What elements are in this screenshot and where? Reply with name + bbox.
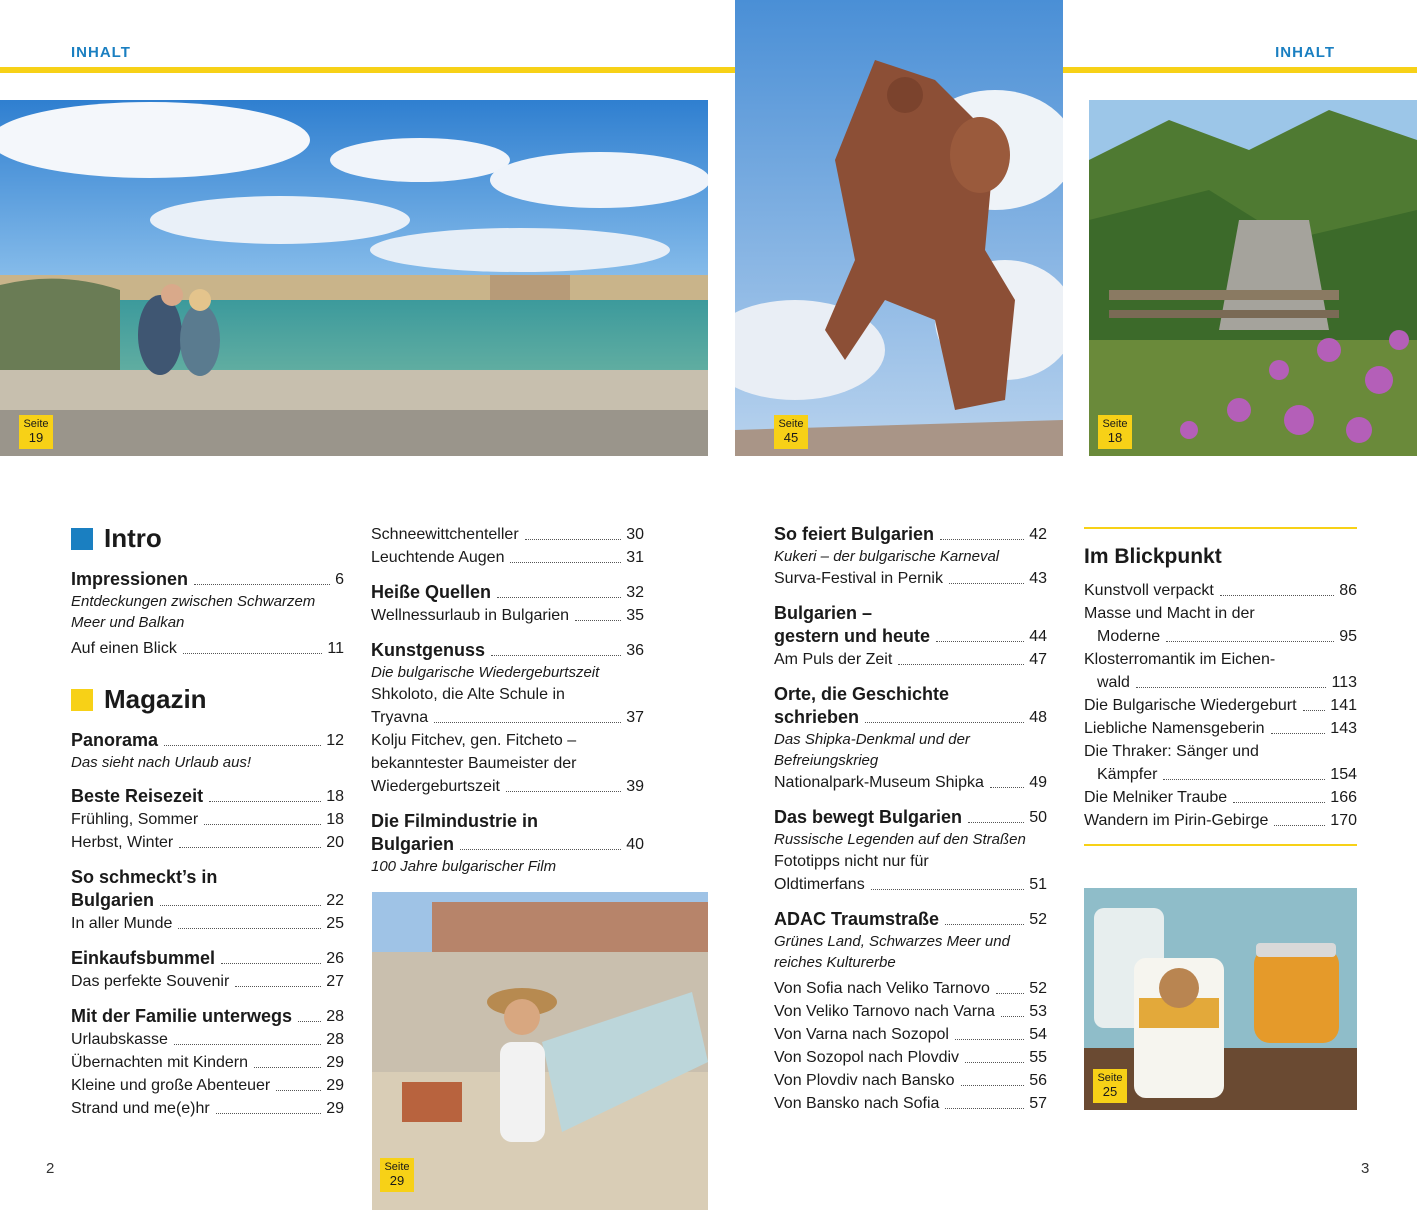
- entry-page: 53: [1029, 1003, 1047, 1020]
- entry-title: Bulgarien: [371, 834, 455, 854]
- toc-column-1: [71, 523, 344, 1120]
- entry-title: Oldtimerfans: [774, 876, 865, 893]
- entry-page: 50: [1029, 809, 1047, 826]
- entry-page: 141: [1330, 697, 1357, 714]
- entry-page: 113: [1331, 674, 1357, 691]
- entry-title: Übernachten mit Kindern: [71, 1054, 248, 1071]
- badge-page: 18: [1107, 430, 1123, 445]
- entry-subtitle: Entdeckungen zwischen Schwarzem Meer und Balkan: [71, 593, 316, 631]
- entry-title: Wiedergeburtszeit: [371, 778, 500, 795]
- entry-title: Kleine und große Abenteuer: [71, 1077, 271, 1094]
- entry-title: wald: [1097, 674, 1130, 691]
- toc-entry[interactable]: [1084, 786, 1357, 809]
- header-inhalt-left: INHALT: [71, 44, 131, 61]
- entry-title: Leuchtende Augen: [371, 549, 505, 566]
- toc-entry[interactable]: [1084, 625, 1357, 648]
- entry-title: So schmeckt’s in: [71, 867, 218, 887]
- section-intro: [71, 523, 344, 554]
- toc-entry[interactable]: [1084, 579, 1357, 602]
- entry-page: 44: [1029, 628, 1047, 645]
- toc-entry[interactable]: [371, 523, 644, 546]
- entry-page: 154: [1330, 766, 1357, 783]
- entry-page: 51: [1029, 876, 1047, 893]
- toc-entry[interactable]: [71, 1097, 344, 1120]
- toc-entry[interactable]: [1084, 671, 1357, 694]
- entry-title: Shkoloto, die Alte Schule in: [371, 686, 565, 703]
- entry-title: Von Bansko nach Sofia: [774, 1095, 940, 1112]
- badge-label: Seite: [384, 1161, 410, 1173]
- entry-title: schrieben: [774, 707, 860, 727]
- entry-title: Das bewegt Bulgarien: [774, 807, 963, 827]
- entry-title: Moderne: [1097, 628, 1161, 645]
- toc-entry[interactable]: [71, 1051, 344, 1074]
- entry-page: 37: [626, 709, 644, 726]
- toc-entry[interactable]: [71, 831, 344, 854]
- entry-title: Einkaufsbummel: [71, 948, 216, 968]
- toc-column-4: [1084, 527, 1357, 846]
- page-badge-25[interactable]: [1093, 1069, 1127, 1103]
- statue-photo: [735, 0, 1063, 456]
- entry-title: Heiße Quellen: [371, 582, 492, 602]
- entry-title: Von Varna nach Sozopol: [774, 1026, 949, 1043]
- entry-page: 47: [1029, 651, 1047, 668]
- entry-title: Tryavna: [371, 709, 429, 726]
- entry-page: 40: [626, 836, 644, 853]
- toc-entry[interactable]: [71, 889, 344, 912]
- badge-label: Seite: [1097, 1072, 1123, 1084]
- section-heading: Im Blickpunkt: [1084, 545, 1222, 568]
- entry-subtitle: Die bulgarische Wiedergeburtszeit: [371, 664, 600, 681]
- toc-entry[interactable]: [371, 604, 644, 627]
- toc-entry[interactable]: [1084, 694, 1357, 717]
- toc-entry[interactable]: [371, 581, 644, 604]
- entry-title: Beste Reisezeit: [71, 786, 204, 806]
- section-heading: Magazin: [104, 684, 207, 714]
- entry-page: 170: [1330, 812, 1357, 829]
- entry-page: 28: [326, 1031, 344, 1048]
- toc-entry[interactable]: [371, 706, 644, 729]
- toc-entry[interactable]: [71, 637, 344, 660]
- toc-entry[interactable]: [371, 546, 644, 569]
- entry-title: Orte, die Geschichte: [774, 684, 950, 704]
- entry-title: Mit der Familie unterwegs: [71, 1006, 293, 1026]
- page-badge-19[interactable]: [19, 415, 53, 449]
- entry-page: 25: [326, 915, 344, 932]
- entry-title: Kunstvoll verpackt: [1084, 582, 1214, 599]
- toc-entry[interactable]: [774, 1000, 1047, 1023]
- entry-page: 26: [326, 950, 344, 967]
- toc-entry[interactable]: [371, 639, 644, 662]
- toc-entry[interactable]: [774, 706, 1047, 729]
- entry-title: Wellnessurlaub in Bulgarien: [371, 607, 570, 624]
- page-badge-29[interactable]: [380, 1158, 414, 1192]
- entry-page: 36: [626, 642, 644, 659]
- entry-page: 48: [1029, 709, 1047, 726]
- entry-title: bekanntester Baumeister der: [371, 755, 577, 772]
- entry-title: Liebliche Namensgeberin: [1084, 720, 1265, 737]
- entry-title: Wandern im Pirin-Gebirge: [1084, 812, 1269, 829]
- entry-subtitle: Das sieht nach Urlaub aus!: [71, 754, 252, 771]
- entry-page: 56: [1029, 1072, 1047, 1089]
- entry-title: Impressionen: [71, 569, 189, 589]
- section-heading: Intro: [104, 523, 162, 553]
- badge-label: Seite: [23, 418, 49, 430]
- toc-entry[interactable]: [774, 873, 1047, 896]
- page-number-left: 2: [46, 1160, 55, 1177]
- toc-entry[interactable]: [774, 806, 1047, 829]
- entry-page: 42: [1029, 526, 1047, 543]
- entry-page: 29: [326, 1100, 344, 1117]
- toc-entry[interactable]: [71, 785, 344, 808]
- toc-entry[interactable]: [1084, 809, 1357, 832]
- entry-subtitle: Das Shipka-Denkmal und der Befreiungskrieg: [774, 731, 970, 769]
- entry-subtitle: 100 Jahre bulgarischer Film: [371, 858, 557, 875]
- toc-entry[interactable]: [774, 771, 1047, 794]
- toc-entry[interactable]: [71, 947, 344, 970]
- entry-title: So feiert Bulgarien: [774, 524, 935, 544]
- entry-title: Urlaubskasse: [71, 1031, 168, 1048]
- entry-page: 29: [326, 1077, 344, 1094]
- magazin-square-icon: [71, 689, 93, 711]
- intro-square-icon: [71, 528, 93, 550]
- toc-entry[interactable]: [71, 1074, 344, 1097]
- toc-entry[interactable]: [71, 729, 344, 752]
- entry-title: Herbst, Winter: [71, 834, 174, 851]
- entry-page: 166: [1330, 789, 1357, 806]
- entry-subtitle: Russische Legenden auf den Straßen: [774, 831, 1026, 848]
- entry-title: Die Thraker: Sänger und: [1084, 743, 1259, 760]
- badge-label: Seite: [1102, 418, 1128, 430]
- entry-title: Bulgarien –: [774, 603, 873, 623]
- entry-title: In aller Munde: [71, 915, 173, 932]
- girl-photo: [372, 892, 708, 1210]
- entry-title: Klosterromantik im Eichen-: [1084, 651, 1276, 668]
- entry-title: Auf einen Blick: [71, 640, 177, 657]
- entry-title: Von Sozopol nach Plovdiv: [774, 1049, 960, 1066]
- entry-page: 55: [1029, 1049, 1047, 1066]
- entry-page: 52: [1029, 980, 1047, 997]
- toc-entry[interactable]: [71, 1005, 344, 1028]
- entry-page: 35: [626, 607, 644, 624]
- toc-entry[interactable]: [71, 912, 344, 935]
- entry-page: 143: [1330, 720, 1357, 737]
- entry-title: Kunstgenuss: [371, 640, 486, 660]
- entry-page: 22: [326, 892, 344, 909]
- entry-page: 86: [1339, 582, 1357, 599]
- header-rule-right: [1063, 67, 1417, 73]
- entry-title: gestern und heute: [774, 626, 931, 646]
- toc-column-3: [774, 523, 1047, 1115]
- entry-title: Strand und me(e)hr: [71, 1100, 210, 1117]
- entry-page: 54: [1029, 1026, 1047, 1043]
- badge-page: 45: [783, 430, 799, 445]
- entry-page: 27: [326, 973, 344, 990]
- entry-page: 95: [1339, 628, 1357, 645]
- entry-title: Die Bulgarische Wiedergeburt: [1084, 697, 1297, 714]
- entry-title: Masse und Macht in der: [1084, 605, 1255, 622]
- entry-title: Bulgarien: [71, 890, 155, 910]
- entry-page: 29: [326, 1054, 344, 1071]
- toc-entry[interactable]: [774, 1092, 1047, 1115]
- entry-page: 18: [326, 811, 344, 828]
- blickpunkt-rule-bottom: [1084, 844, 1357, 846]
- page-number-right: 3: [1361, 1160, 1370, 1177]
- entry-title: Das perfekte Souvenir: [71, 973, 230, 990]
- entry-title: Panorama: [71, 730, 159, 750]
- entry-page: 6: [335, 571, 344, 588]
- entry-title: Frühling, Sommer: [71, 811, 199, 828]
- badge-page: 19: [28, 430, 44, 445]
- entry-page: 39: [626, 778, 644, 795]
- entry-page: 49: [1029, 774, 1047, 791]
- toc-entry[interactable]: [774, 567, 1047, 590]
- toc-entry[interactable]: [774, 523, 1047, 546]
- toc-entry[interactable]: [71, 1028, 344, 1051]
- toc-entry[interactable]: [71, 568, 344, 591]
- entry-page: 11: [327, 640, 344, 657]
- toc-entry[interactable]: [774, 625, 1047, 648]
- entry-page: 52: [1029, 911, 1047, 928]
- entry-subtitle: Grünes Land, Schwarzes Meer und reiches Kulturerbe: [774, 933, 1010, 971]
- entry-title: Nationalpark-Museum Shipka: [774, 774, 984, 791]
- entry-title: Fototipps nicht nur für: [774, 853, 929, 870]
- toc-entry[interactable]: [774, 1069, 1047, 1092]
- toc-entry[interactable]: [774, 1023, 1047, 1046]
- toc-entry[interactable]: [71, 970, 344, 993]
- badge-page: 25: [1102, 1084, 1118, 1099]
- entry-page: 32: [626, 584, 644, 601]
- entry-page: 30: [626, 526, 644, 543]
- entry-title: Von Sofia nach Veliko Tarnovo: [774, 980, 990, 997]
- entry-page: 57: [1029, 1095, 1047, 1112]
- toc-entry[interactable]: [774, 648, 1047, 671]
- entry-page: 12: [326, 732, 344, 749]
- page-badge-45[interactable]: [774, 415, 808, 449]
- toc-entry[interactable]: [774, 977, 1047, 1000]
- entry-title: Von Plovdiv nach Bansko: [774, 1072, 955, 1089]
- toc-entry[interactable]: [1084, 763, 1357, 786]
- entry-subtitle: Kukeri – der bulgarische Karneval: [774, 548, 1000, 565]
- entry-page: 18: [326, 788, 344, 805]
- header-rule-left: [0, 67, 735, 73]
- entry-title: Die Melniker Traube: [1084, 789, 1228, 806]
- section-magazin: [71, 684, 344, 715]
- toc-entry[interactable]: [371, 833, 644, 856]
- entry-page: 43: [1029, 570, 1047, 587]
- badge-page: 29: [389, 1173, 405, 1188]
- badge-label: Seite: [778, 418, 804, 430]
- entry-page: 31: [626, 549, 644, 566]
- entry-title: ADAC Traumstraße: [774, 909, 940, 929]
- entry-page: 28: [326, 1008, 344, 1025]
- entry-title: Am Puls der Zeit: [774, 651, 893, 668]
- toc-column-2: [371, 523, 644, 877]
- entry-title: Schneewittchenteller: [371, 526, 519, 543]
- toc-entry[interactable]: [774, 1046, 1047, 1069]
- toc-entry[interactable]: [71, 808, 344, 831]
- toc-entry[interactable]: [1084, 717, 1357, 740]
- toc-entry[interactable]: [774, 908, 1047, 931]
- entry-title: Von Veliko Tarnovo nach Varna: [774, 1003, 995, 1020]
- entry-page: 20: [326, 834, 344, 851]
- entry-title: Surva-Festival in Pernik: [774, 570, 943, 587]
- page-badge-18[interactable]: [1098, 415, 1132, 449]
- entry-title: Kämpfer: [1097, 766, 1158, 783]
- toc-entry[interactable]: [371, 775, 644, 798]
- header-inhalt-right: INHALT: [1275, 44, 1335, 61]
- entry-title: Kolju Fitchev, gen. Fitcheto –: [371, 732, 577, 749]
- mountain-photo: [1089, 100, 1417, 456]
- entry-title: Die Filmindustrie in: [371, 811, 539, 831]
- beach-photo: [0, 100, 708, 456]
